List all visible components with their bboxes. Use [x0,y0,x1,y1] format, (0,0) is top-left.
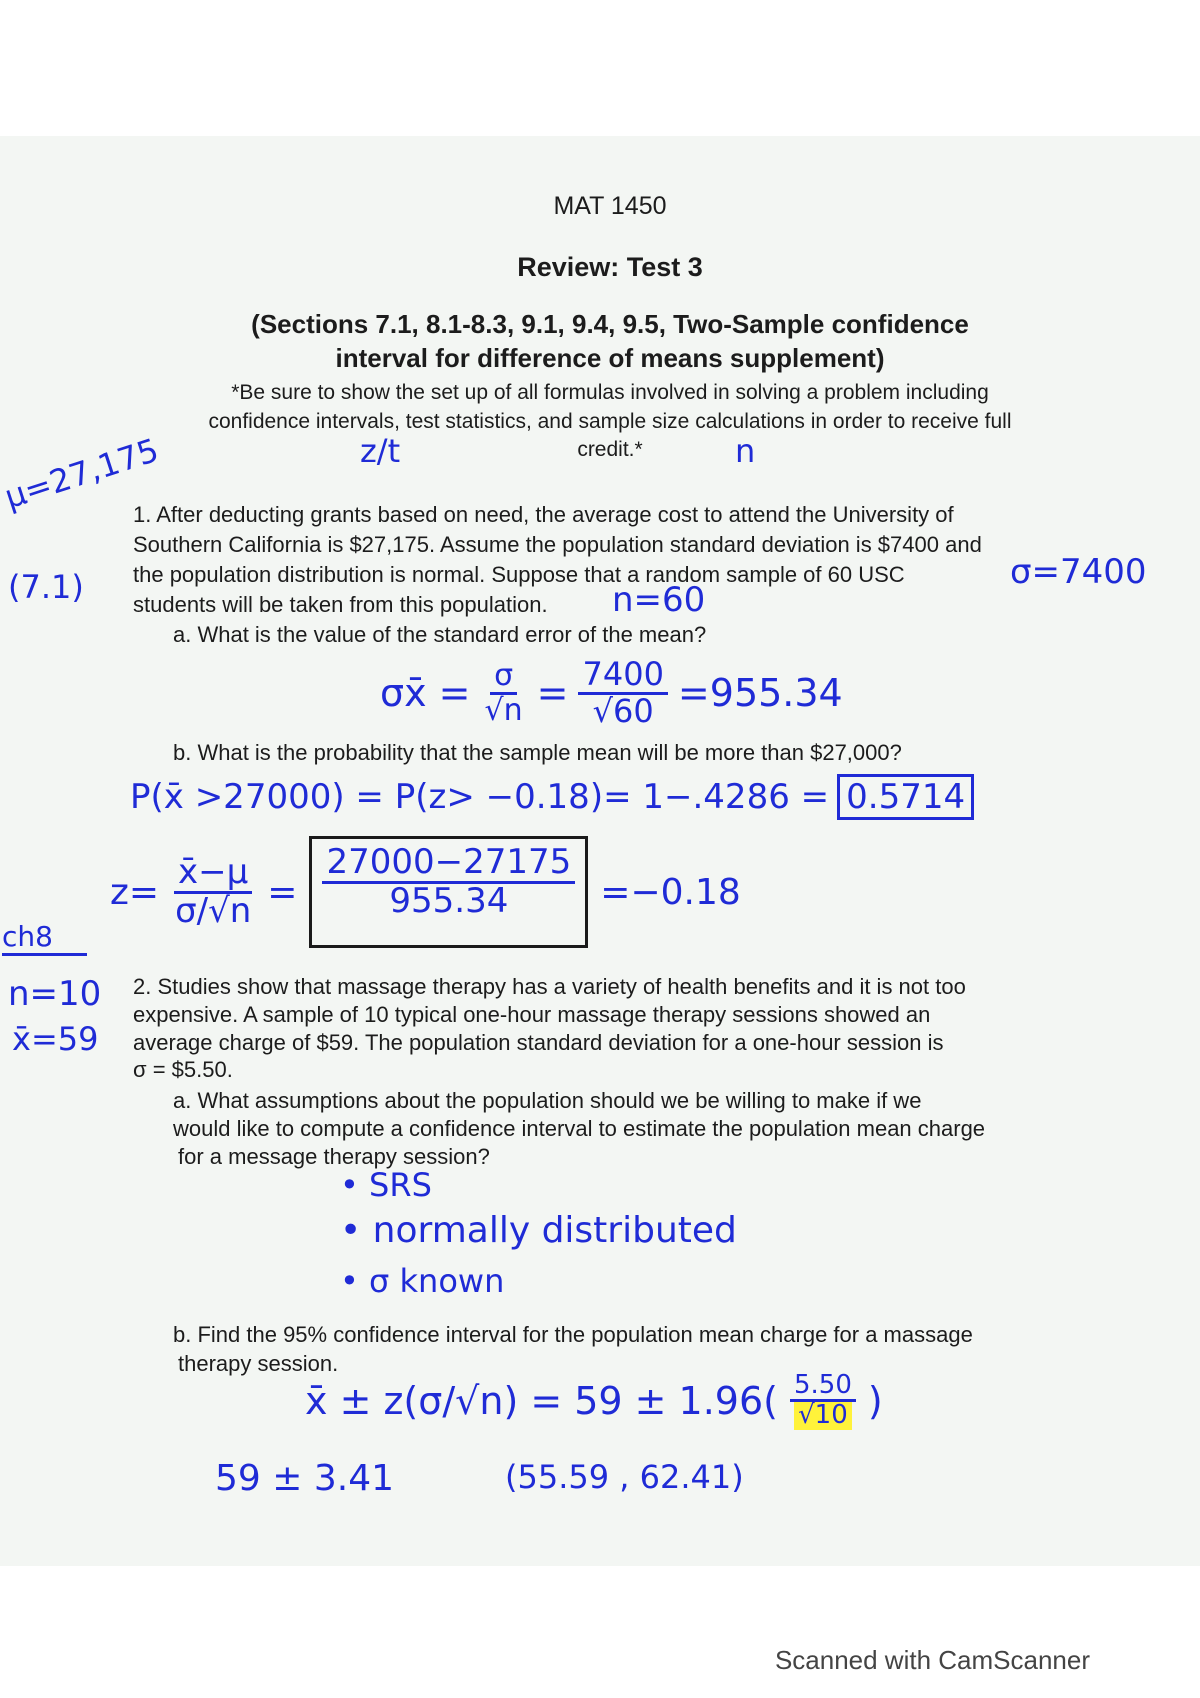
z-lhs: z= [110,871,160,913]
q2-part-b-line-1: b. Find the 95% confidence interval for the population mean charge for a massage [173,1322,973,1347]
handwritten-n-60: n=60 [612,580,706,620]
instructions-line-1: *Be sure to show the set up of all formulas involved in solving a problem including [231,381,989,404]
z-value-box: $\frac{27000-27175}{955.34}$ [309,836,588,948]
q1-line-4: students will be taken from this population. [133,592,548,617]
q1-part-a: a. What is the value of the standard error of the mean? [173,622,707,647]
standard-error-work [380,655,843,730]
ci-fraction: $\frac{5.50}{√10}$ [790,1372,856,1430]
handwritten-section-7-1: (7.1) [8,568,84,606]
q2-part-a-line-3: for a message therapy session? [178,1144,490,1169]
ci-substitution: 59 ± 1.96( [574,1378,778,1423]
confidence-interval-formula [305,1372,883,1430]
q2-line-3: average charge of $59. The population standard deviation for a one-hour session is [133,1030,944,1055]
z-formula-fraction: $\frac{x̄-\mu}{\sigma/√n}$ [175,852,252,931]
q1-line-1: 1. After deducting grants based on need, the average cost to attend the University of [133,502,954,527]
q2-part-a-line-2: would like to compute a confidence interval to estimate the population mean charge [173,1116,986,1141]
handwritten-sigma-7400: σ=7400 [1010,552,1147,592]
instructions-line-3: credit.* [577,438,643,461]
q1-part-b: b. What is the probability that the sample mean will be more than $27,000? [173,740,902,765]
camscanner-watermark: Scanned with CamScanner [774,1645,1090,1675]
q2-line-2: expensive. A sample of 10 typical one-hour massage therapy sessions showed an [133,1002,931,1027]
ci-close: ) [867,1378,883,1423]
assumption-normal: • normally distributed [340,1210,737,1251]
handwritten-ch8: ch8 [2,920,87,956]
course-code: MAT 1450 [553,192,667,220]
highlighted-root-10: √10 [794,1402,852,1429]
z-result: =−0.18 [600,871,741,913]
handwritten-mu: μ=27,175 [0,430,164,517]
se-lhs: σx̄ = [380,671,471,716]
se-equals: = [536,671,569,716]
ci-interval: (55.59 , 62.41) [505,1458,744,1496]
q2-part-b-line-2: therapy session. [178,1351,339,1376]
page-title: Review: Test 3 [517,252,703,282]
z-equals: = [267,871,298,913]
ci-formula: x̄ ± z(σ/√n) = [305,1378,563,1423]
handwritten-n: n [735,432,756,470]
se-result: =955.34 [677,671,843,716]
assumption-srs: • SRS [340,1166,432,1204]
se-formula-fraction: $\frac{\sigma}{√n}$ [484,658,523,728]
sections-line-2: interval for difference of means supplement) [335,343,885,373]
handwritten-z-t: z/t [360,432,401,470]
probability-answer: 0.5714 [837,774,974,820]
handwritten-n-10: n=10 [8,974,102,1014]
q2-line-1: 2. Studies show that massage therapy has a variety of health benefits and it is not too [133,974,966,999]
sections-line-1: (Sections 7.1, 8.1-8.3, 9.1, 9.4, 9.5, Two-Sample confidence [251,309,969,339]
assumption-sigma-known: • σ known [340,1262,505,1300]
probability-line: P(x̄ >27000) = P(z> −0.18)= 1−.4286 = [130,777,830,817]
probability-work [130,774,974,820]
z-score-work [110,836,741,948]
q1-line-2: Southern California is $27,175. Assume the population standard deviation is $7400 and [133,532,982,557]
q1-line-3: the population distribution is normal. Suppose that a random sample of 60 USC [133,562,905,587]
ci-plus-minus: 59 ± 3.41 [215,1458,395,1499]
handwritten-xbar-59: x̄=59 [12,1020,99,1058]
instructions-line-2: confidence intervals, test statistics, and sample size calculations in order to receive full [208,410,1012,433]
q2-part-a-line-1: a. What assumptions about the population should we be willing to make if we [173,1088,922,1113]
se-value-fraction: $\frac{7400}{√60}$ [578,658,667,728]
q2-line-4: σ = $5.50. [133,1057,233,1082]
